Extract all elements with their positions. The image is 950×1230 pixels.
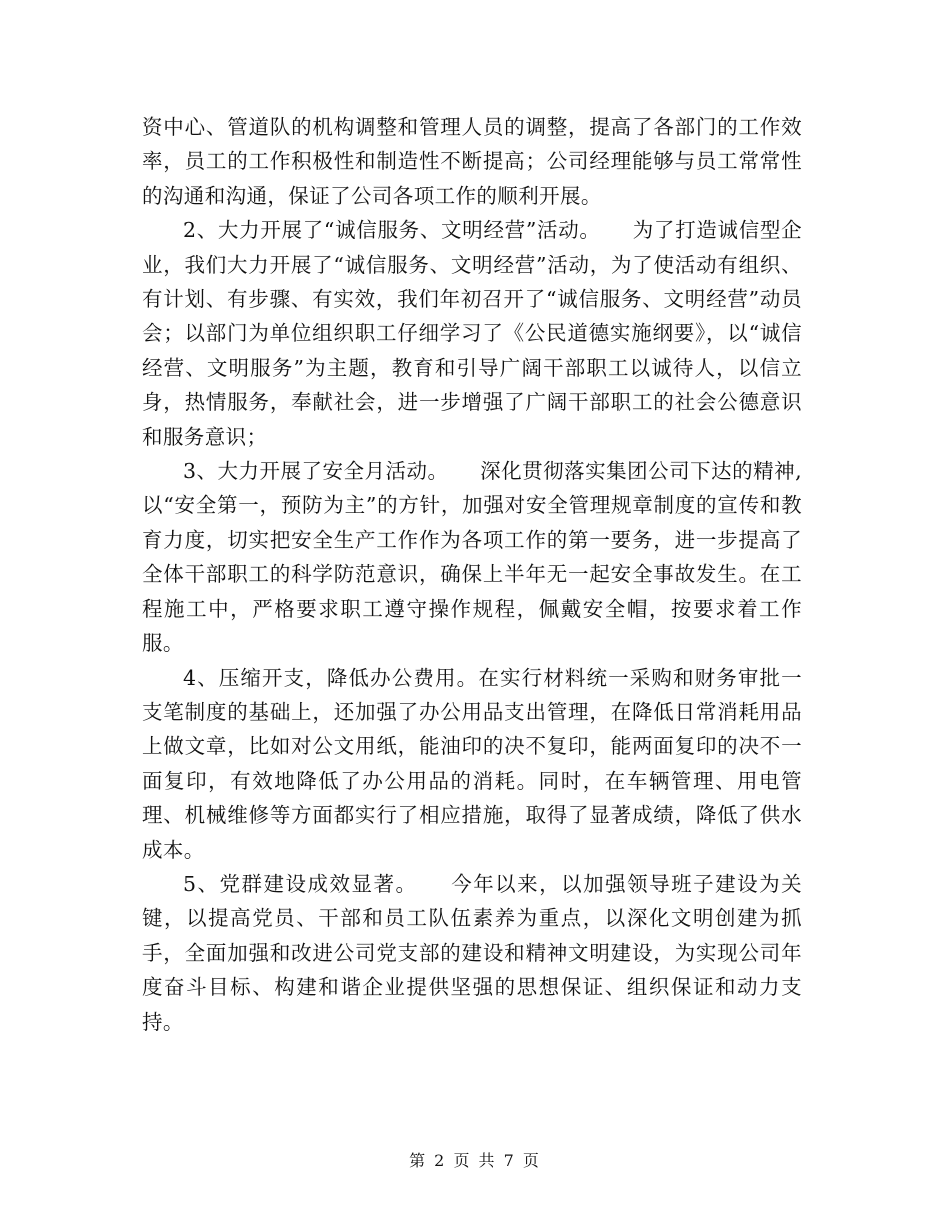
paragraph-integrity-service: 2、大力开展了“诚信服务、文明经营”活动。 为了打造诚信型企业，我们大力开展了“诚信服务、文明经营”活动，为了使活动有组织、有计划、有步骤、有实效，我们年初召开了“诚信服务、文明经营”动员会；以部门为单位组织职工仔细学习了《公民道德实施纲要》，以“诚信经营、文明服务”为主题，教育和引导广阔干部职工以诚待人，以信立身，热情服务，奉献社会，进一步增强了广阔干部职工的社会公德意识和服务意识； xyxy=(142,218,802,449)
paragraph-cost-reduction: 4、压缩开支，降低办公费用。在实行材料统一采购和财务审批一支笔制度的基础上，还加强了办公用品支出管理，在降低日常消耗用品上做文章，比如对公文用纸，能油印的决不复印，能两面复印的决不一面复印，有效地降低了办公用品的消耗。同时，在车辆管理、用电管理、机械维修等方面都实行了相应措施，取得了显著成绩，降低了供水成本。 xyxy=(142,665,802,862)
paragraph-continuation: 资中心、管道队的机构调整和管理人员的调整，提高了各部门的工作效率，员工的工作积极性和制造性不断提高；公司经理能够与员工常常性的沟通和沟通，保证了公司各项工作的顺利开展。 xyxy=(142,115,802,208)
paragraph-safety-month: 3、大力开展了安全月活动。 深化贯彻落实集团公司下达的精神,以“安全第一，预防为主”的方针，加强对安全管理规章制度的宣传和教育力度，切实把安全生产工作作为各项工作的第一要务，进一步提高了全体干部职工的科学防范意识，确保上半年无一起安全事故发生。在工程施工中，严格要求职工遵守操作规程，佩戴安全帽，按要求着工作服。 xyxy=(142,459,802,656)
document-body xyxy=(142,110,802,1039)
page-number-footer: 第 2 页 共 7 页 xyxy=(409,1151,541,1170)
paragraph-party-building: 5、党群建设成效显著。 今年以来，以加强领导班子建设为关键，以提高党员、干部和员工队伍素养为重点，以深化文明创建为抓手，全面加强和改进公司党支部的建设和精神文明建设，为实现公司年度奋斗目标、构建和谐企业提供坚强的思想保证、组织保证和动力支持。 xyxy=(142,871,802,1034)
